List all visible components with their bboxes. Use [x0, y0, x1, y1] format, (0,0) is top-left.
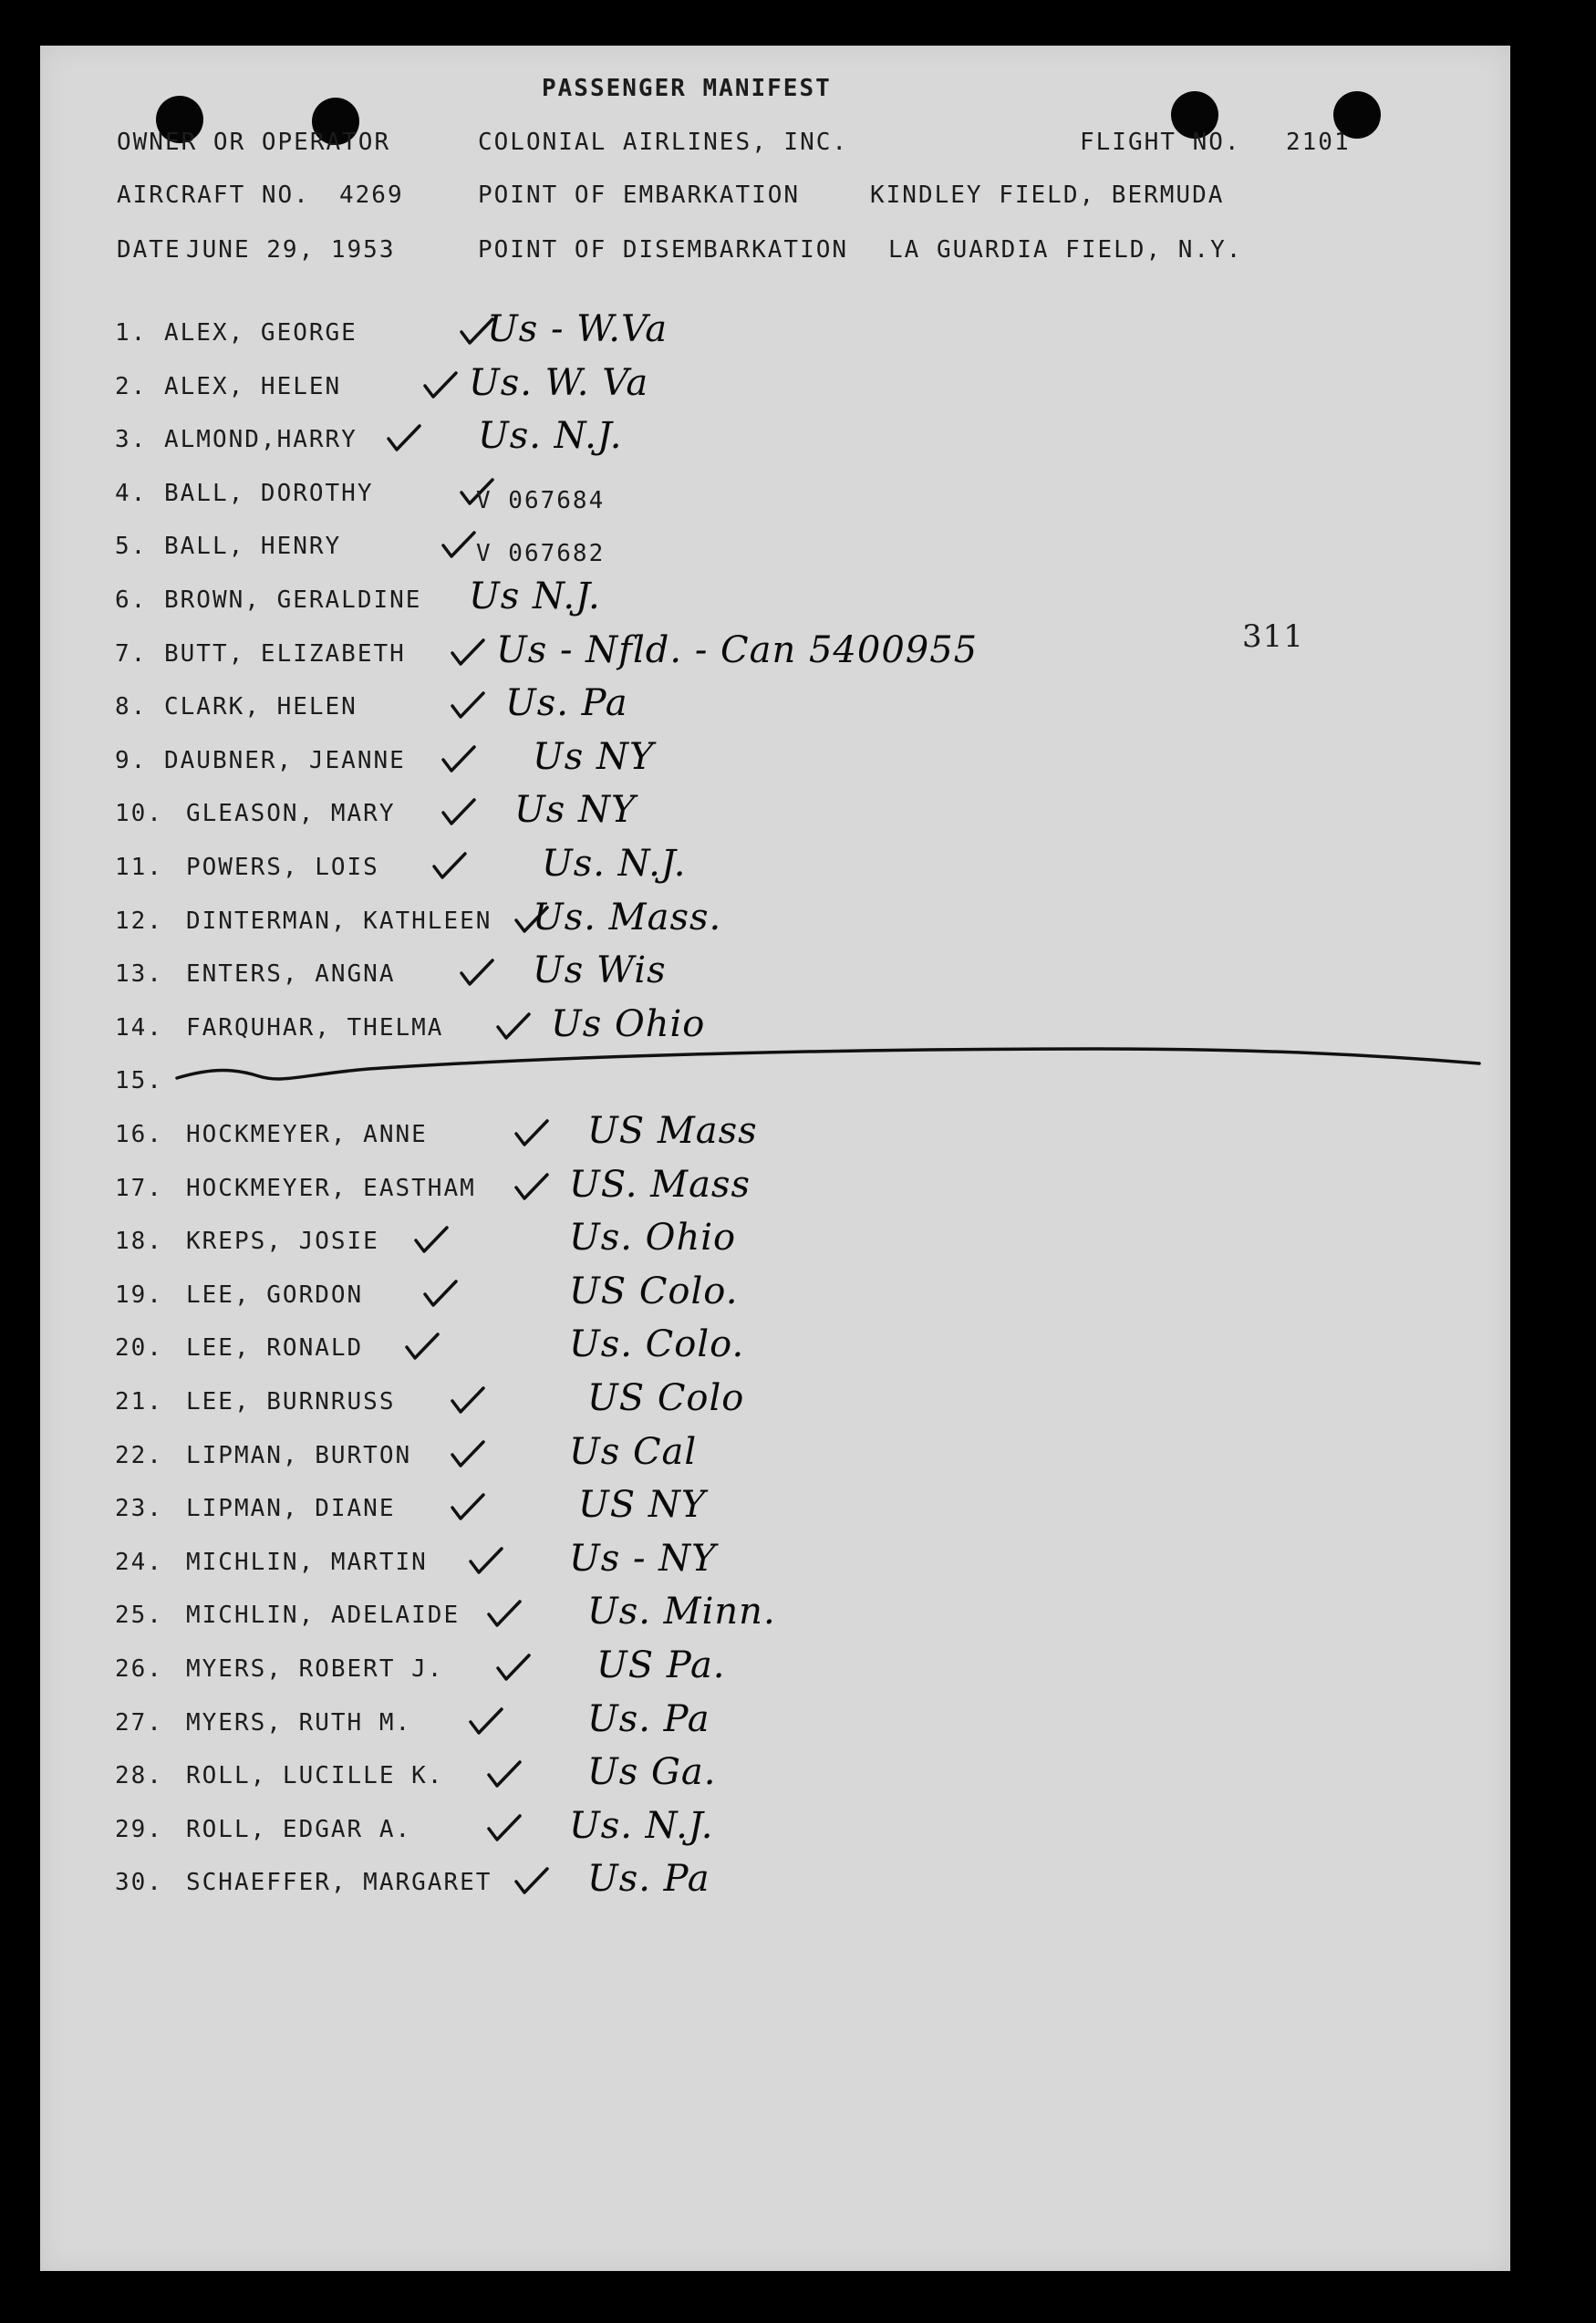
page-number: 311 — [1242, 618, 1304, 655]
passenger-number: 24. — [115, 1548, 163, 1576]
passenger-number: 16. — [115, 1121, 163, 1148]
handwritten-note: Us N.J. — [469, 576, 601, 617]
passenger-name: FARQUHAR, THELMA — [186, 1013, 444, 1042]
handwritten-note: Us NY — [533, 735, 655, 778]
owner-label: OWNER OR OPERATOR — [117, 129, 391, 156]
passenger-number: 1. — [115, 319, 148, 347]
handwritten-note: Us Wis — [533, 949, 667, 992]
handwritten-note: US Colo — [587, 1377, 745, 1419]
handwritten-note: Us. Minn. — [587, 1591, 776, 1633]
aircraft-label: AIRCRAFT NO. — [117, 181, 310, 209]
passenger-number: 3. — [115, 426, 148, 454]
strike-line — [40, 46, 1510, 2271]
embarkation-label: POINT OF EMBARKATION — [478, 181, 801, 209]
handwritten-note: US. Mass — [569, 1163, 751, 1206]
passenger-name: BALL, DOROTHY — [164, 479, 374, 507]
passenger-name: ENTERS, ANGNA — [186, 960, 396, 989]
handwritten-note: Us. W. Va — [469, 361, 649, 404]
passenger-number: 6. — [115, 586, 148, 614]
passenger-name: DAUBNER, JEANNE — [164, 746, 406, 774]
passenger-number: 10. — [115, 800, 163, 828]
visa-number: V 067682 — [476, 540, 606, 568]
handwritten-note: Us. Mass. — [533, 896, 722, 939]
handwritten-note: Us - NY — [569, 1537, 717, 1580]
passenger-number: 28. — [115, 1762, 163, 1790]
passenger-name: MYERS, ROBERT J. — [186, 1655, 444, 1683]
handwritten-note: Us. Colo. — [569, 1323, 745, 1366]
date-value: JUNE 29, 1953 — [186, 236, 396, 264]
passenger-name: BUTT, ELIZABETH — [164, 639, 406, 668]
passenger-number: 15. — [115, 1067, 163, 1095]
handwritten-note: US Pa. — [596, 1644, 726, 1686]
passenger-name: GLEASON, MARY — [186, 800, 396, 828]
passenger-name: HOCKMEYER, EASTHAM — [186, 1174, 476, 1202]
passenger-name: CLARK, HELEN — [164, 693, 358, 721]
passenger-name: ROLL, LUCILLE K. — [186, 1762, 444, 1790]
owner-value: COLONIAL AIRLINES, INC. — [478, 129, 849, 156]
passenger-name: LIPMAN, BURTON — [186, 1441, 412, 1469]
passenger-number: 17. — [115, 1174, 163, 1202]
passenger-number: 12. — [115, 907, 163, 935]
passenger-name: LIPMAN, DIANE — [186, 1495, 396, 1523]
handwritten-note: Us. Ohio — [569, 1217, 737, 1260]
handwritten-note: Us. N.J. — [569, 1804, 714, 1847]
passenger-number: 20. — [115, 1334, 163, 1363]
handwritten-note: Us. N.J. — [542, 843, 687, 885]
passenger-name: HOCKMEYER, ANNE — [186, 1121, 428, 1148]
passenger-name: LEE, GORDON — [186, 1281, 364, 1309]
handwritten-note: Us Ohio — [551, 1002, 706, 1045]
passenger-number: 22. — [115, 1441, 163, 1469]
handwritten-note: Us - Nfld. - Can 5400955 — [496, 628, 979, 671]
passenger-name: POWERS, LOIS — [186, 854, 379, 881]
passenger-number: 13. — [115, 960, 163, 989]
handwritten-note: Us. Pa — [505, 682, 628, 725]
passenger-name: ALMOND,HARRY — [164, 426, 358, 454]
handwritten-note: Us - W.Va — [487, 308, 668, 350]
passenger-name: SCHAEFFER, MARGARET — [186, 1869, 492, 1897]
passenger-number: 23. — [115, 1495, 163, 1523]
flight-value: 2101 — [1286, 129, 1351, 156]
page-title: PASSENGER MANIFEST — [542, 75, 832, 102]
passenger-number: 29. — [115, 1815, 163, 1843]
passenger-number: 19. — [115, 1281, 163, 1309]
manifest-page — [40, 46, 1510, 2271]
handwritten-note: Us Ga. — [587, 1751, 717, 1794]
passenger-number: 26. — [115, 1655, 163, 1683]
passenger-name: ALEX, HELEN — [164, 372, 342, 400]
passenger-name: LEE, RONALD — [186, 1334, 364, 1363]
passenger-number: 25. — [115, 1602, 163, 1630]
passenger-name: MICHLIN, MARTIN — [186, 1548, 428, 1576]
passenger-number: 2. — [115, 372, 148, 400]
visa-number: V 067684 — [476, 486, 606, 514]
passenger-name: DINTERMAN, KATHLEEN — [186, 907, 492, 935]
handwritten-note: Us. Pa — [587, 1858, 710, 1901]
passenger-number: 14. — [115, 1013, 163, 1042]
passenger-name: BALL, HENRY — [164, 533, 342, 561]
passenger-name: MYERS, RUTH M. — [186, 1708, 412, 1737]
handwritten-note: Us Cal — [569, 1430, 698, 1473]
disembarkation-label: POINT OF DISEMBARKATION — [478, 236, 849, 264]
passenger-name: LEE, BURNRUSS — [186, 1388, 396, 1416]
handwritten-note: US Mass — [587, 1110, 758, 1152]
passenger-number: 9. — [115, 746, 148, 774]
flight-label: FLIGHT NO. — [1080, 129, 1241, 156]
passenger-number: 21. — [115, 1388, 163, 1416]
passenger-number: 7. — [115, 639, 148, 668]
handwritten-note: US NY — [578, 1484, 707, 1527]
handwritten-note: Us. Pa — [587, 1697, 710, 1740]
passenger-number: 4. — [115, 479, 148, 507]
handwritten-note: US Colo. — [569, 1270, 739, 1312]
passenger-name: BROWN, GERALDINE — [164, 586, 422, 614]
disembarkation-value: LA GUARDIA FIELD, N.Y. — [888, 236, 1243, 264]
passenger-name: KREPS, JOSIE — [186, 1228, 379, 1256]
embarkation-value: KINDLEY FIELD, BERMUDA — [870, 181, 1225, 209]
passenger-number: 30. — [115, 1869, 163, 1897]
passenger-number: 27. — [115, 1708, 163, 1737]
handwritten-note: Us. N.J. — [478, 415, 623, 458]
passenger-number: 8. — [115, 693, 148, 721]
passenger-number: 11. — [115, 854, 163, 881]
passenger-name: ALEX, GEORGE — [164, 319, 358, 347]
passenger-number: 18. — [115, 1228, 163, 1256]
handwritten-note: Us NY — [514, 789, 637, 832]
aircraft-value: 4269 — [339, 181, 404, 209]
date-label: DATE — [117, 236, 181, 264]
passenger-name: ROLL, EDGAR A. — [186, 1815, 412, 1843]
passenger-name: MICHLIN, ADELAIDE — [186, 1602, 461, 1630]
passenger-number: 5. — [115, 533, 148, 561]
